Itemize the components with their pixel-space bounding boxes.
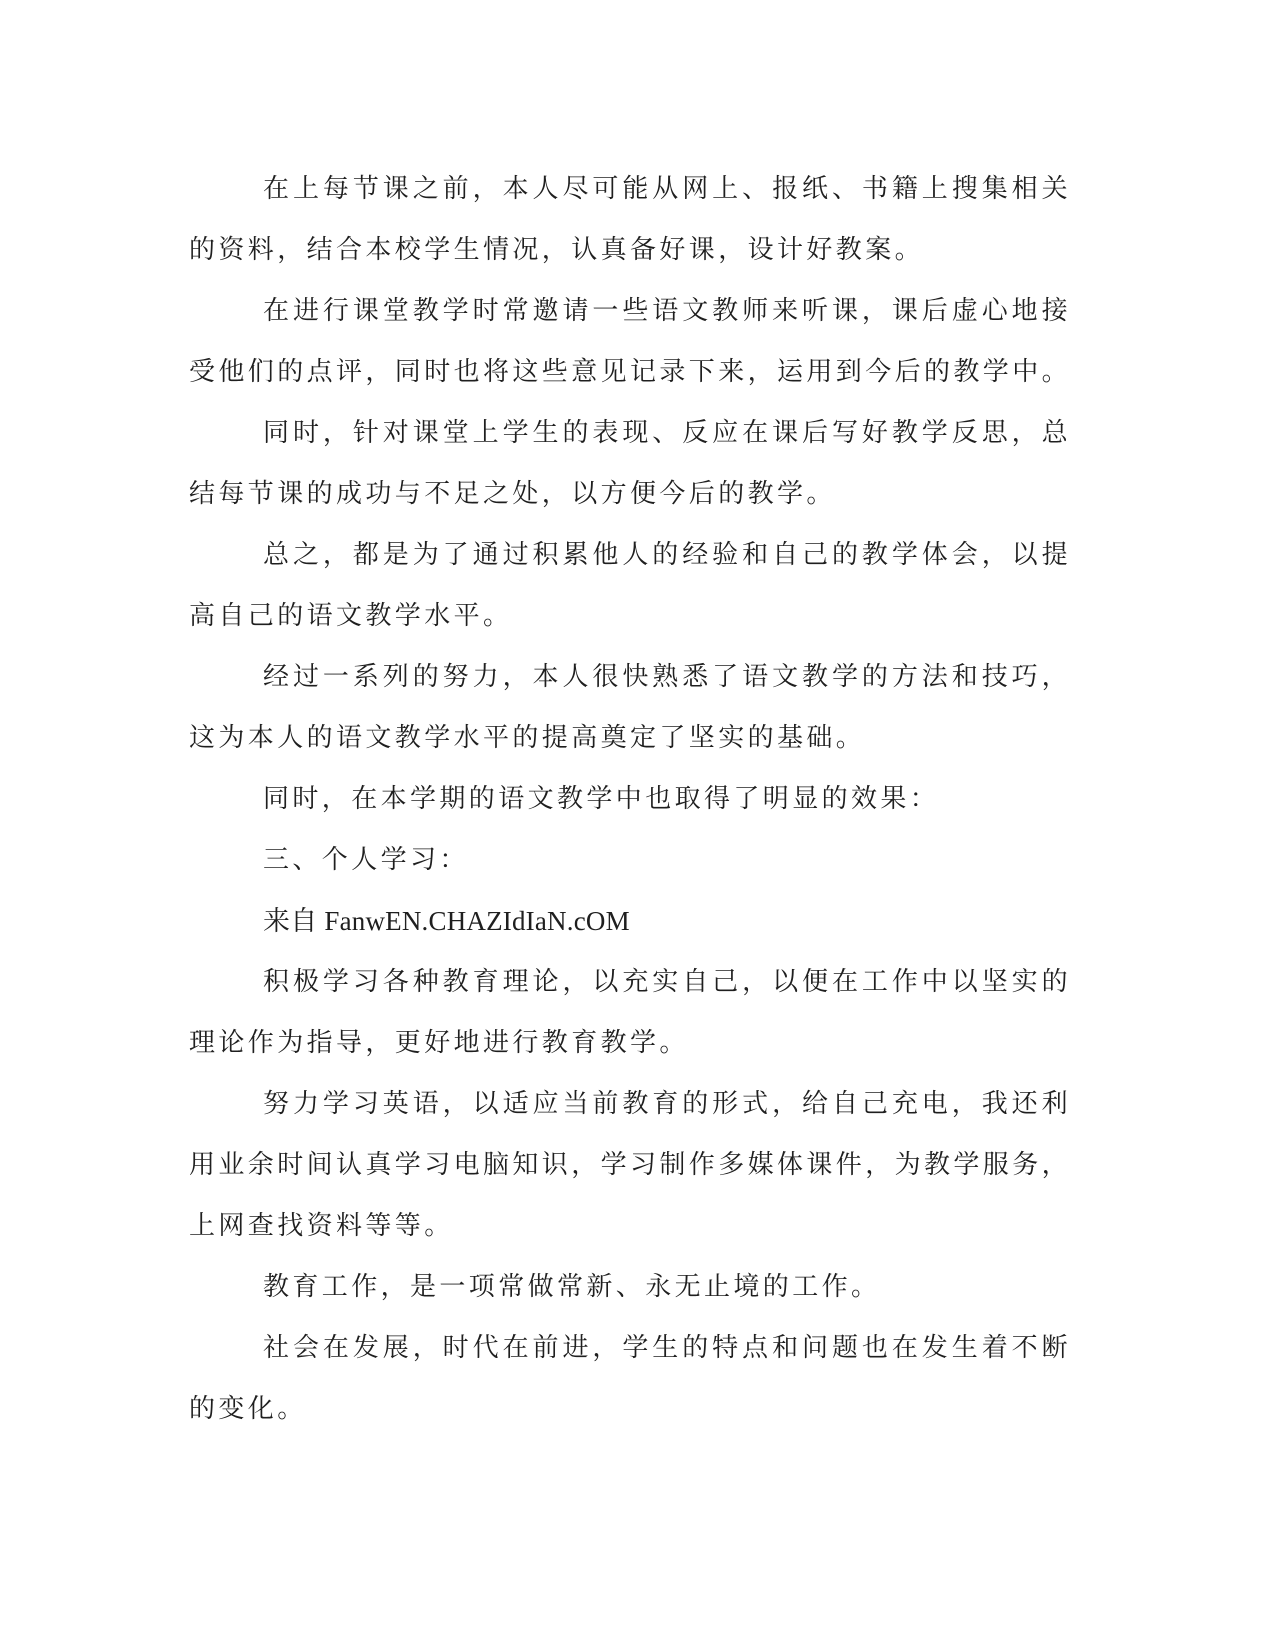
- paragraph-social-change: 社会在发展，时代在前进，学生的特点和问题也在发生着不断的变化。: [189, 1333, 1071, 1424]
- paragraph-teaching-reflection: 同时，针对课堂上学生的表现、反应在课后写好教学反思，总结每节课的成功与不足之处，以方便今后的教学。: [189, 418, 1071, 509]
- paragraph-peer-observation: 在进行课堂教学时常邀请一些语文教师来听课，课后虚心地接受他们的点评，同时也将这些意见记录下来，运用到今后的教学中。: [189, 296, 1072, 387]
- paragraph-theory-study: 积极学习各种教育理论，以充实自己，以便在工作中以坚实的理论作为指导，更好地进行教育教学。: [189, 967, 1071, 1058]
- paragraph-education-work: 教育工作，是一项常做常新、永无止境的工作。: [263, 1272, 881, 1302]
- source-line: 来自 FanwEN.CHAZIdIaN.cOM: [263, 906, 630, 936]
- paragraph-lesson-preparation: 在上每节课之前，本人尽可能从网上、报纸、书籍上搜集相关的资料，结合本校学生情况，认真备好课，设计好教案。: [189, 174, 1071, 265]
- document-body: [189, 159, 1071, 1440]
- section-heading-personal-study: 三、个人学习：: [263, 845, 469, 875]
- paragraph-progress: 经过一系列的努力，本人很快熟悉了语文教学的方法和技巧，这为本人的语文教学水平的提高奠定了坚实的基础。: [189, 662, 1071, 753]
- paragraph-results-intro: 同时，在本学期的语文教学中也取得了明显的效果：: [263, 784, 940, 814]
- paragraph-summary: 总之，都是为了通过积累他人的经验和自己的教学体会，以提高自己的语文教学水平。: [189, 540, 1071, 631]
- paragraph-english-and-computer: 努力学习英语，以适应当前教育的形式，给自己充电，我还利用业余时间认真学习电脑知识，学习制作多媒体课件，为教学服务，上网查找资料等等。: [189, 1089, 1072, 1241]
